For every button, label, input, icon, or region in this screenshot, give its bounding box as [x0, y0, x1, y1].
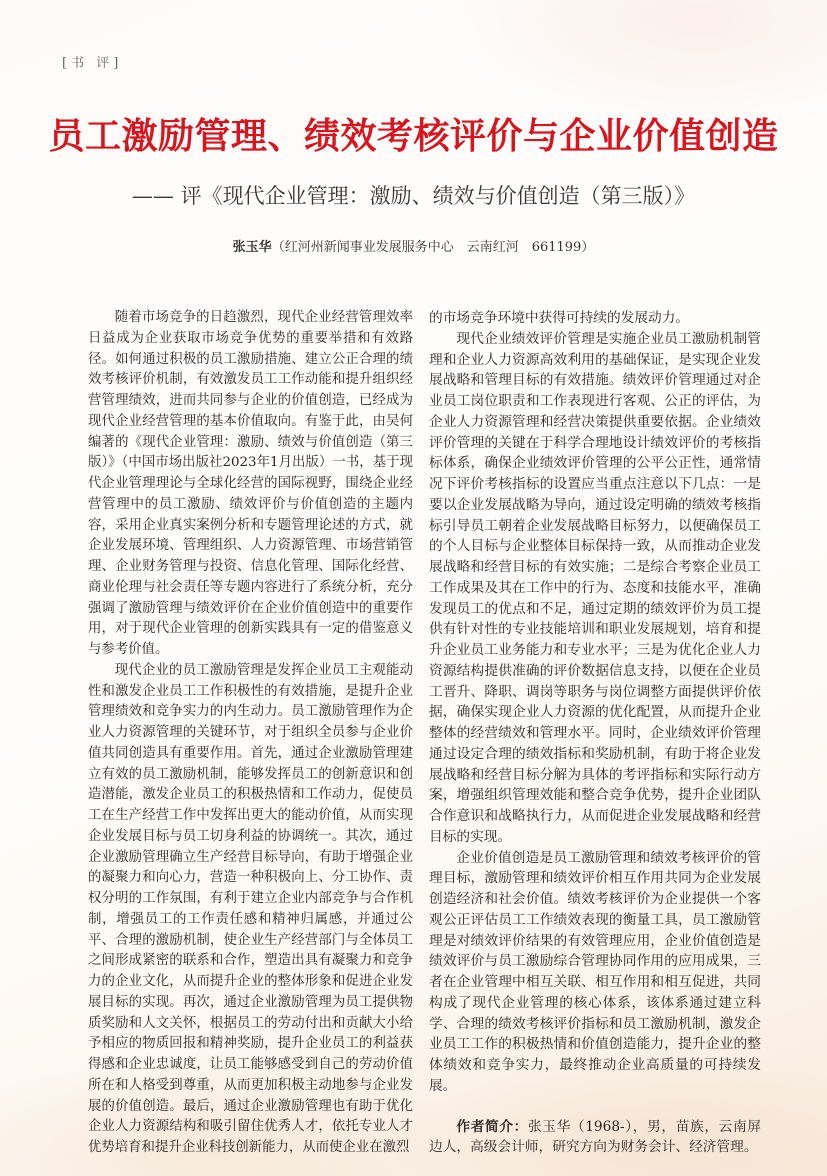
right-column: [429, 308, 761, 1158]
paragraph-2: 现代企业的员工激励管理是发挥企业员工主观能动性和激发企业员工工作积极性的有效措施，是提升企业管理绩效和竞争实力的内生动力。员工激励管理作为企业人力资源管理的关键环节，对于组织全员参与企业价值共同创造具有重要作用。首先，通过企业激励管理建立有效的员工激励机制，能够发挥员工的创新意识和创造潜能，激发企业员工的积极热情和工作动力，促使员工在生产经营工作中发挥出更大的能动价值，从而实现企业发展目标与员工切身利益的协调统一。其次，通过企业激励管理确立生产经营目标导向，有助于增强企业的凝聚力和向心力，营造一种积极向上、分工协作、责权分明的工作氛围，有利于建立企业内部竞争与合作机制，增强员工的工作责任感和精神归属感，并通过公平、合理的激励机制，使企业生产经营部门与全体员工之间形成紧密的联系和合作，塑造出具有凝聚力和竞争力的企业文化，从而提升企业的整体形象和促进企业发展目标的实现。再次，通过企业激励管理为员工提供物质奖励和人文关怀，根据员工的劳动付出和贡献大小给予相应的物质回报和精神奖励，提升企业员工的利益获得感和企业忠诚度，让员工能够感受到自己的劳动价值所在和人格受到尊重，从而更加积极主动地参与企业发展的价值创造。最后，通过企业激励管理也有助于优化企业人力资源结构和吸引留住优秀人才，依托专业人才优势培育和提升企业科技创新能力，从而使企业在激烈: [88, 662, 413, 1155]
author-name: 张玉华: [232, 240, 272, 255]
paragraph-3: 现代企业绩效评价管理是实施企业员工激励机制管理和企业人力资源高效利用的基础保证，是实现企业发展战略和管理目标的有效措施。绩效评价管理通过对企业员工岗位职责和工作表现进行客观、公正的评估，为企业人力资源管理和经营决策提供重要依据。企业绩效评价管理的关键在于科学合理地设计绩效评价的考核指标体系，确保企业绩效评价管理的公平公正性，通常情况下评价考核指标的设置应当重点注意以下几点：一是要以企业发展战略为导向，通过设定明确的绩效考核指标引导员工朝着企业发展战略目标努力，以便确保员工的个人目标与企业整体目标保持一致，从而推动企业发展战略和经营目标的有效实施；二是综合考察企业员工工作成果及其在工作中的行为、态度和技能水平，准确发现员工的优点和不足，通过定期的绩效评价为员工提供有针对性的专业技能培训和职业发展规划，培育和提升企业员工业务能力和专业水平；三是为优化企业人力资源结构提供准确的评价数据信息支持，以便在企业员工晋升、降职、调岗等职务与岗位调整方面提供评价依据，确保实现企业人力资源的优化配置，从而提升企业整体的经营绩效和管理水平。同时，企业绩效评价管理通过设定合理的绩效指标和奖励机制，有助于将企业发展战略和经营目标分解为具体的考评指标和实际行动方案，增强组织管理效能和整合竞争优势，提升企业团队合作意识和战略执行力，从而促进企业发展战略和经营目标的实现。: [429, 330, 761, 845]
article-title: 员工激励管理、绩效考核评价与企业价值创造: [48, 116, 779, 157]
paragraph-4: 企业价值创造是员工激励管理和绩效考核评价的管理目标，激励管理和绩效评价相互作用共同为企业发展创造经济和社会价值。绩效考核评价为企业提供一个客观公正评估员工工作绩效表现的衡量工具，员工激励管理是对绩效评价结果的有效管理应用，企业价值创造是绩效评价与员工激励综合管理协同作用的应用成果，三者在企业管理中相互关联、相互作用和相互促进，共同构成了现代企业管理的核心体系，该体系通过建立科学、合理的绩效考核评价指标和员工激励机制，激发企业员工工作的积极热情和价值创造能力，提升企业的整体绩效和竞争实力，最终推动企业高质量的可持续发展。: [429, 849, 761, 1094]
paragraph-2-continued: 的市场竞争环境中获得可持续的发展动力。: [429, 310, 690, 326]
paragraph-1: 随着市场竞争的日趋激烈，现代企业经营管理效率日益成为企业获取市场竞争优势的重要举措和有效路径。如何通过积极的员工激励措施、建立公正合理的绩效考核评价机制，有效激发员工工作动能和提升组织经营管理绩效，进而共同参与企业的价值创造，已经成为现代企业经营管理的基本价值取向。有鉴于此，由吴何编著的《现代企业管理：激励、绩效与价值创造（第三版）》（中国市场出版社2023年1月出版）一书，基于现代企业管理理论与全球化经营的国际视野，围绕企业经营管理中的员工激励、绩效评价与价值创造的主题内容，采用企业真实案例分析和专题管理论述的方式，就企业发展环境、管理组织、人力资源管理、市场营销管理、企业财务管理与投资、信息化管理、国际化经营、商业伦理与社会责任等专题内容进行了系统分析，充分强调了激励管理与绩效评价在企业价值创造中的重要作用，对于现代企业管理的创新实践具有一定的借鉴意义与参考价值。: [88, 310, 413, 657]
author-bio-text: 张玉华（1968-），男，苗族，云南屏边人，高级会计师，研究方向为财务会计、经济管理。: [429, 1118, 761, 1156]
article-subtitle: —— 评《现代企业管理：激励、绩效与价值创造（第三版）》: [131, 184, 696, 208]
section-tag: [书 评]: [62, 56, 123, 71]
author-line: [0, 236, 827, 255]
author-bio-label: 作者简介：: [456, 1118, 528, 1135]
author-bio: [429, 1117, 761, 1159]
left-column: [88, 308, 413, 1159]
author-affiliation: （红河州新闻事业发展服务中心 云南红河 661199）: [271, 240, 595, 255]
